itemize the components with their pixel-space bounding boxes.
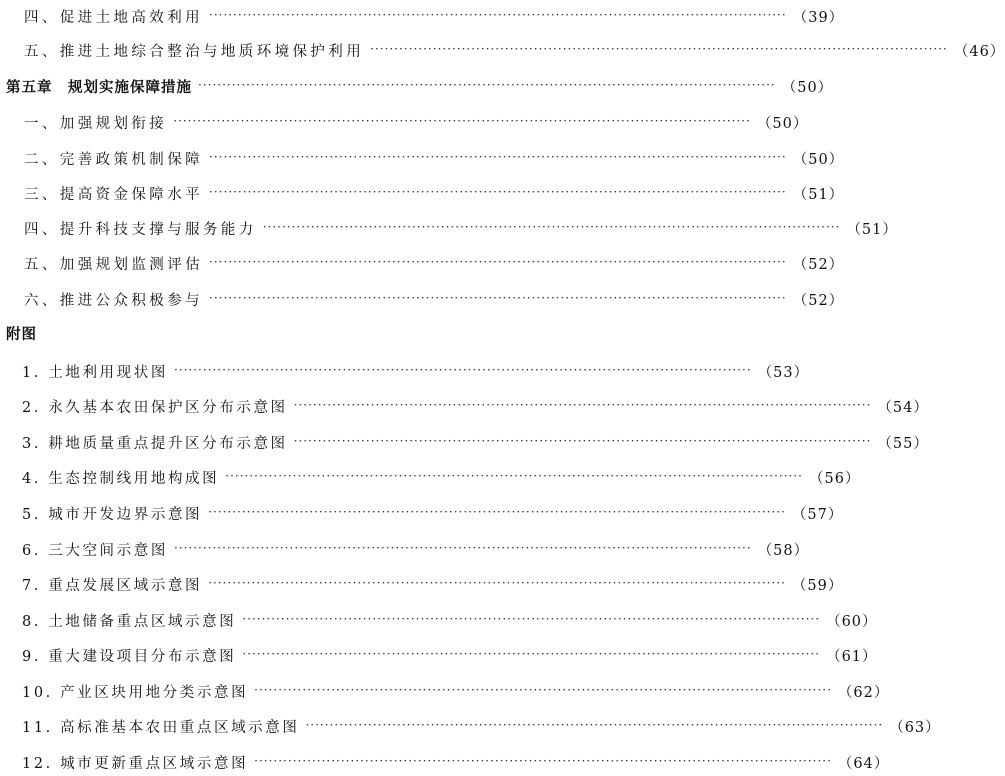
dot-leader: ························································································································ — [293, 434, 872, 448]
toc-figure-entry[interactable] — [0, 501, 844, 525]
toc-figure-entry[interactable] — [0, 714, 941, 738]
toc-entry-title: 12. 城市更新重点区域示意图 — [22, 755, 249, 772]
toc-section-entry[interactable] — [0, 38, 1005, 62]
toc-page-number: （46） — [953, 43, 1005, 60]
toc-page-number: （50） — [792, 151, 845, 168]
toc-section-entry[interactable] — [0, 216, 898, 240]
toc-figure-entry[interactable] — [0, 537, 810, 561]
dot-leader: ························································································································ — [209, 291, 787, 305]
dot-leader: ························································································································ — [208, 505, 786, 519]
toc-entry-title: 8. 土地储备重点区域示意图 — [22, 613, 237, 630]
dot-leader: ························································································································ — [254, 754, 832, 768]
dot-leader: ························································································································ — [208, 576, 786, 590]
dot-leader: ························································································································ — [242, 647, 821, 661]
toc-entry-title: 7. 重点发展区域示意图 — [22, 577, 203, 594]
toc-entry-title: 3. 耕地质量重点提升区分布示意图 — [22, 435, 288, 452]
toc-entry-title: 三、提高资金保障水平 — [24, 186, 203, 203]
toc-figure-entry[interactable] — [0, 750, 890, 774]
toc-page-number: （56） — [808, 470, 861, 487]
toc-page-number: （64） — [837, 755, 890, 772]
toc-chapter-entry[interactable] — [0, 74, 834, 98]
toc-entry-title: 五、推进土地综合整治与地质环境保护利用 — [24, 43, 365, 60]
toc-page-number: （62） — [837, 684, 890, 701]
toc-section-entry[interactable] — [0, 251, 845, 275]
toc-section-entry[interactable] — [0, 146, 845, 170]
toc-entry-title: 5. 城市开发边界示意图 — [22, 506, 203, 523]
toc-entry-title: 四、提升科技支撑与服务能力 — [24, 221, 257, 238]
toc-entry-title: 9. 重大建设项目分布示意图 — [22, 648, 237, 665]
toc-entry-title: 五、加强规划监测评估 — [24, 256, 203, 273]
dot-leader: ························································································································ — [209, 8, 787, 22]
toc-figure-entry[interactable] — [0, 465, 861, 489]
toc-entry-title: 附图 — [6, 326, 37, 343]
toc-page-number: （57） — [791, 506, 844, 523]
toc-section-entry[interactable] — [0, 4, 845, 28]
toc-section-entry[interactable] — [0, 287, 845, 311]
toc-figure-entry[interactable] — [0, 608, 878, 632]
toc-entry-title: 二、完善政策机制保障 — [24, 151, 203, 168]
dot-leader: ························································································································ — [209, 150, 787, 164]
toc-entry-title: 6. 三大空间示意图 — [22, 542, 168, 559]
dot-leader: ························································································································ — [173, 363, 752, 377]
toc-entry-title: 一、加强规划衔接 — [24, 115, 168, 132]
toc-figure-entry[interactable] — [0, 430, 929, 454]
toc-entry-title: 第五章 规划实施保障措施 — [6, 79, 192, 96]
dot-leader: ························································································································ — [242, 612, 821, 626]
toc-page-number: （51） — [846, 221, 898, 238]
dot-leader: ························································································································ — [254, 683, 832, 697]
dot-leader: ························································································································ — [225, 469, 803, 483]
toc-page-number: （53） — [757, 364, 810, 381]
toc-entry-title: 10. 产业区块用地分类示意图 — [22, 684, 249, 701]
toc-page-number: （63） — [889, 719, 941, 736]
appendix-heading — [0, 321, 540, 345]
dot-leader: ························································································································ — [262, 220, 841, 234]
toc-page-number: （39） — [792, 9, 845, 26]
toc-page-number: （54） — [877, 399, 929, 416]
toc-section-entry[interactable] — [0, 181, 845, 205]
toc-page-number: （55） — [877, 435, 929, 452]
dot-leader: ························································································································ — [305, 718, 884, 732]
toc-page-number: （58） — [757, 542, 810, 559]
toc-page-number: （52） — [792, 292, 845, 309]
dot-leader: ························································································································ — [198, 78, 776, 92]
toc-figure-entry[interactable] — [0, 572, 844, 596]
toc-page-number: （51） — [792, 186, 845, 203]
dot-leader: ························································································································ — [173, 114, 751, 128]
dot-leader: ························································································································ — [370, 42, 948, 56]
toc-entry-title: 六、推进公众积极参与 — [24, 292, 203, 309]
toc-section-entry[interactable] — [0, 110, 809, 134]
toc-page-number: （59） — [791, 577, 844, 594]
toc-figure-entry[interactable] — [0, 359, 810, 383]
toc-figure-entry[interactable] — [0, 643, 878, 667]
toc-entry-title: 四、促进土地高效利用 — [24, 9, 203, 26]
toc-page-number: （50） — [756, 115, 809, 132]
dot-leader: ························································································································ — [293, 398, 872, 412]
toc-entry-title: 4. 生态控制线用地构成图 — [22, 470, 220, 487]
toc-entry-title: 1. 土地利用现状图 — [22, 364, 168, 381]
toc-figure-entry[interactable] — [0, 394, 929, 418]
toc-page-number: （50） — [781, 79, 834, 96]
dot-leader: ························································································································ — [209, 185, 787, 199]
toc-entry-title: 11. 高标准基本农田重点区域示意图 — [22, 719, 300, 736]
toc-page-number: （60） — [826, 613, 878, 630]
toc-page-number: （52） — [792, 256, 845, 273]
dot-leader: ························································································································ — [173, 541, 752, 555]
toc-page-number: （61） — [826, 648, 878, 665]
dot-leader: ························································································································ — [209, 255, 787, 269]
toc-entry-title: 2. 永久基本农田保护区分布示意图 — [22, 399, 288, 416]
toc-figure-entry[interactable] — [0, 679, 890, 703]
